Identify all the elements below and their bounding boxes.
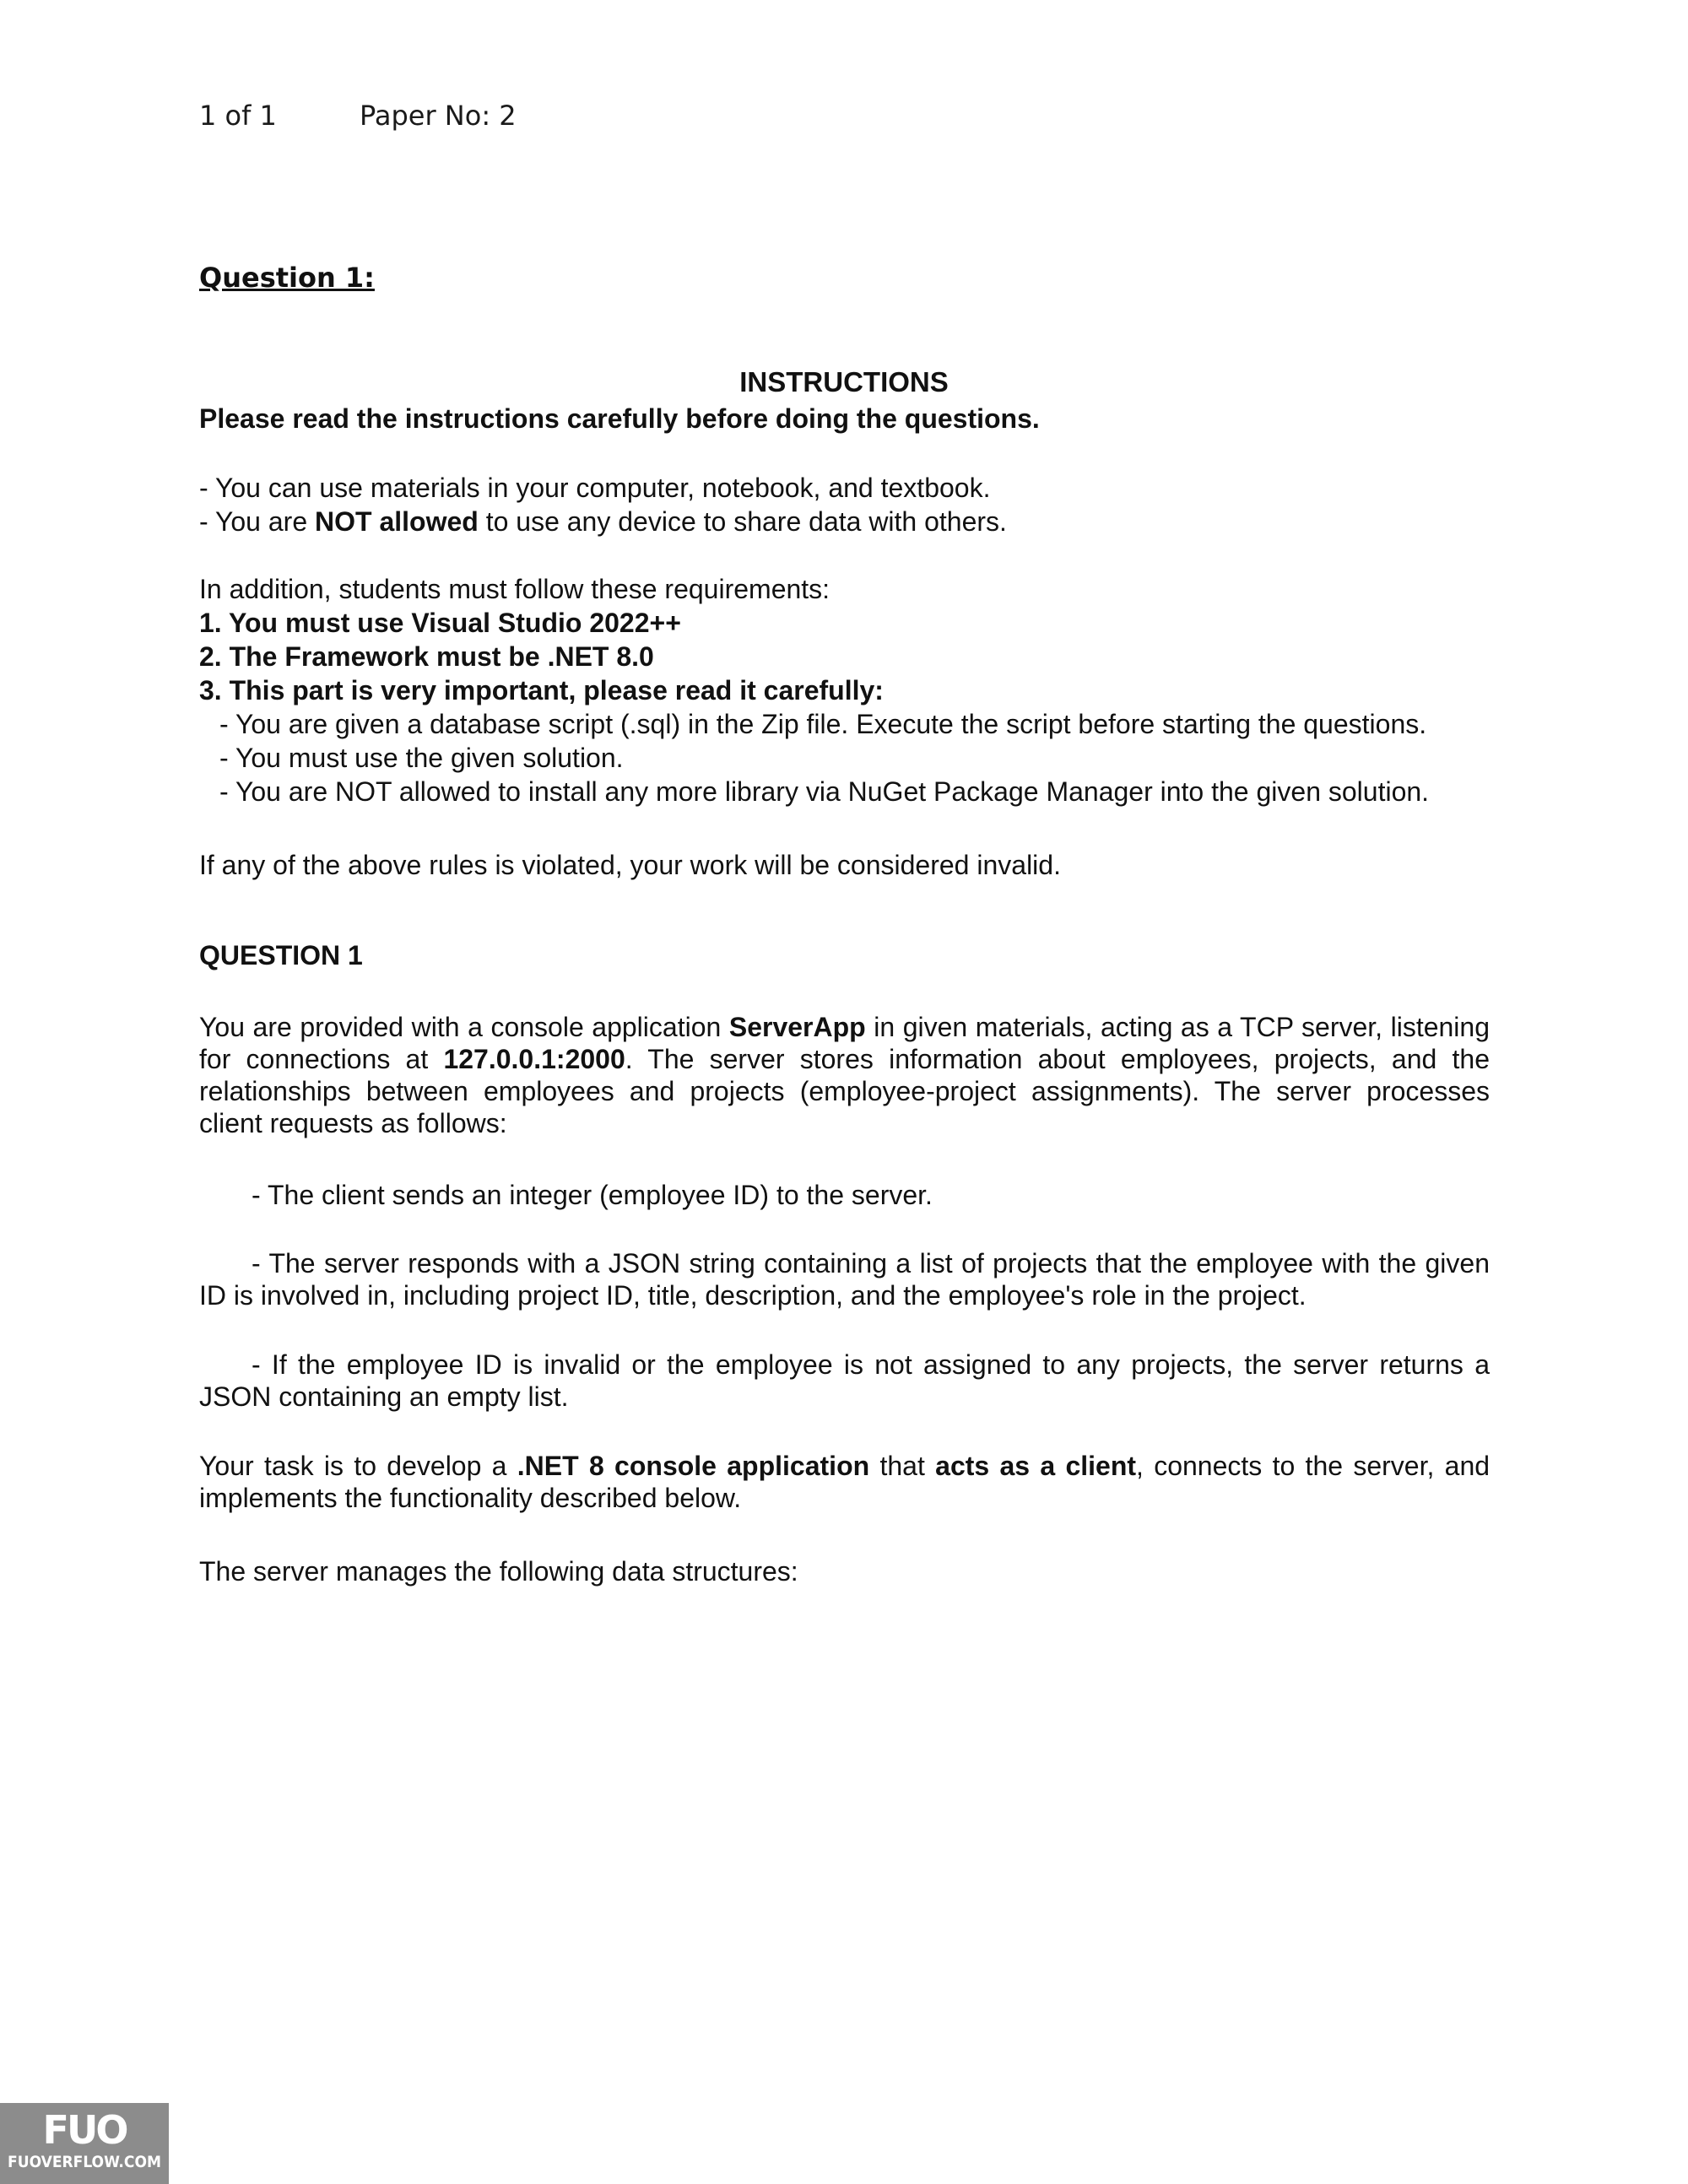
requirements-list (199, 572, 1490, 808)
question-title: QUESTION 1 (199, 940, 363, 970)
question-description: You are provided with a console application ServerApp in given materials, acting as a TCP server, listening for connections at 127.0.0.1:2000. The server stores information about employees, projects, and the relationships between employees and projects (employee-project assignments). The server processes client requests as follows: (199, 1012, 1491, 1138)
requirements-intro: In addition, students must follow these requirements: (199, 574, 830, 604)
requirement-2: 2. The Framework must be .NET 8.0 (199, 641, 654, 672)
instructions-title: INSTRUCTIONS (739, 366, 949, 397)
data-structures-intro: The server manages the following data structures: (199, 1556, 798, 1587)
bullet-server-responds: - The server responds with a JSON string containing a list of projects that the employee with the given ID is involved in, including project ID, title, description, and the employee's role in the project. (199, 1248, 1490, 1311)
rule-no-sharing: - You are NOT allowed to use any device to share data with others. (199, 506, 1007, 537)
instructions-intro: Please read the instructions carefully before doing the questions. (199, 403, 1040, 434)
bullet-client-sends: - The client sends an integer (employee ID) to the server. (252, 1180, 933, 1210)
page-header (199, 100, 517, 132)
rules-list (199, 471, 1490, 538)
invalid-warning: If any of the above rules is violated, your work will be considered invalid. (199, 850, 1061, 880)
server-address: 127.0.0.1:2000 (443, 1044, 625, 1074)
watermark-site: FUOVERFLOW.COM (8, 2153, 161, 2171)
requirement-1: 1. You must use Visual Studio 2022++ (199, 608, 681, 638)
question-heading: Question 1: (199, 262, 375, 294)
fuo-logo-icon: FUO (42, 2107, 127, 2153)
requirement-3: 3. This part is very important, please read it carefully: (199, 675, 884, 705)
rule-materials: - You can use materials in your computer, notebook, and textbook. (199, 473, 991, 503)
paper-number: Paper No: 2 (360, 100, 517, 132)
requirement-3-nuget: - You are NOT allowed to install any more library via NuGet Package Manager into the given solution. (219, 776, 1430, 807)
page-count: 1 of 1 (199, 100, 277, 132)
server-app-name: ServerApp (728, 1012, 866, 1042)
task-description: Your task is to develop a .NET 8 console application that acts as a client, connects to the server, and implements the functionality described below. (199, 1451, 1491, 1513)
requirement-3-solution: - You must use the given solution. (219, 743, 624, 773)
bullet-empty-list: - If the employee ID is invalid or the employee is not assigned to any projects, the server returns a JSON containing an empty list. (199, 1349, 1490, 1412)
watermark-logo (0, 2103, 169, 2184)
requirement-3-script: - You are given a database script (.sql) in the Zip file. Execute the script before starting the questions. (219, 709, 1427, 739)
